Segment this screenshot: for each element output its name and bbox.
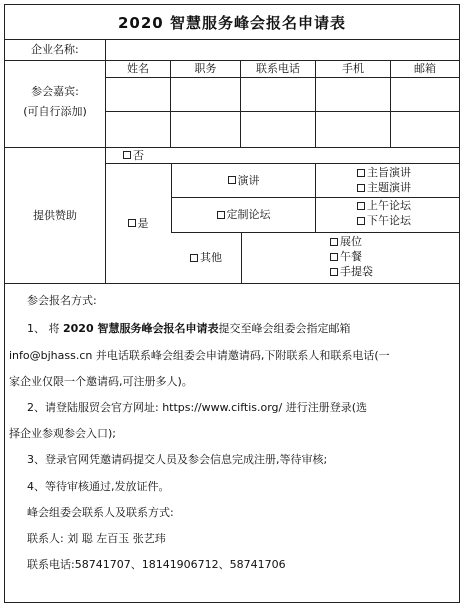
speech-option[interactable] <box>172 163 315 197</box>
booth-label: 展位 <box>340 235 362 248</box>
checkbox-icon[interactable] <box>128 219 136 227</box>
guest-cell[interactable] <box>316 78 390 111</box>
sponsor-no-option[interactable] <box>123 147 144 163</box>
instruction-1-line-2: info@bjhass.cn 并电话联系峰会组委会申请邀请码,下附联系人和联系电话(一 <box>9 349 390 362</box>
divider <box>241 232 242 283</box>
afternoon-forum-label: 下午论坛 <box>367 214 411 227</box>
lunch-label: 午餐 <box>340 250 362 263</box>
sponsor-label: 提供赞助 <box>33 208 77 222</box>
instruction-1-form-name: 2020 智慧服务峰会报名申请表 <box>63 322 219 335</box>
guests-label-hint: (可自行添加) <box>23 104 87 118</box>
instruction-2-line-1: 2、请登陆服贸会官方网址: https://www.ciftis.org/ 进行注册登录(选 <box>27 401 368 414</box>
instruction-4: 4、等待审核通过,发放证件。 <box>27 480 170 493</box>
contact-phones: 联系电话:58741707、18141906712、58741706 <box>27 558 286 571</box>
sponsor-no-label: 否 <box>133 148 144 162</box>
column-header-name: 姓名 <box>127 62 149 75</box>
theme-speech-option[interactable] <box>357 181 411 194</box>
column-header-title: 职务 <box>194 62 217 75</box>
checkbox-icon[interactable] <box>357 217 365 225</box>
instructions-section <box>5 283 459 602</box>
registration-form <box>4 4 460 603</box>
theme-speech-label: 主题演讲 <box>367 181 411 194</box>
checkbox-icon[interactable] <box>228 176 236 184</box>
booth-option[interactable] <box>330 235 362 248</box>
instruction-1-line-1 <box>27 323 350 334</box>
afternoon-forum-option[interactable] <box>357 214 411 227</box>
checkbox-icon[interactable] <box>217 211 225 219</box>
guest-cell[interactable] <box>316 112 390 147</box>
checkbox-icon[interactable] <box>357 202 365 210</box>
keynote-speech-label: 主旨演讲 <box>367 166 411 179</box>
checkbox-icon[interactable] <box>357 169 365 177</box>
instruction-1-prefix: 1、 将 <box>27 322 63 335</box>
guests-label: 参会嘉宾: <box>31 84 79 98</box>
form-title: 2020 智慧服务峰会报名申请表 <box>118 13 346 32</box>
other-label: 其他 <box>200 251 222 264</box>
checkbox-icon[interactable] <box>330 268 338 276</box>
checkbox-icon[interactable] <box>190 254 198 262</box>
instruction-3: 3、登录官网凭邀请码提交人员及参会信息完成注册,等待审核; <box>27 453 328 466</box>
company-name-field[interactable] <box>106 40 459 60</box>
other-option[interactable] <box>171 232 241 283</box>
lunch-option[interactable] <box>330 250 362 263</box>
instruction-1-suffix: 提交至峰会组委会指定邮箱 <box>218 322 351 335</box>
sponsor-yes-label: 是 <box>137 216 149 230</box>
guest-cell[interactable] <box>391 78 459 111</box>
checkbox-icon[interactable] <box>357 184 365 192</box>
column-header-email: 邮箱 <box>414 62 436 75</box>
instruction-2-line-2: 择企业参观参会入口); <box>9 427 116 440</box>
custom-forum-option[interactable] <box>172 197 315 232</box>
contact-heading: 峰会组委会联系人及联系方式: <box>27 506 174 519</box>
morning-forum-option[interactable] <box>357 199 411 212</box>
sponsor-yes-option[interactable] <box>105 163 171 283</box>
guest-cell[interactable] <box>241 78 315 111</box>
guest-cell[interactable] <box>106 112 170 147</box>
keynote-speech-option[interactable] <box>357 166 411 179</box>
company-name-label: 企业名称: <box>31 43 79 56</box>
column-header-mobile: 手机 <box>342 62 364 75</box>
instruction-1-line-3: 家企业仅限一个邀请码,可注册多人)。 <box>9 375 193 388</box>
speech-label: 演讲 <box>237 173 260 187</box>
contact-persons: 联系人: 刘 聪 左百玉 张艺玮 <box>27 532 166 545</box>
checkbox-icon[interactable] <box>123 151 131 159</box>
guest-cell[interactable] <box>171 112 240 147</box>
custom-forum-label: 定制论坛 <box>226 208 271 221</box>
guest-cell[interactable] <box>171 78 240 111</box>
guest-cell[interactable] <box>391 112 459 147</box>
checkbox-icon[interactable] <box>330 253 338 261</box>
instructions-heading: 参会报名方式: <box>27 294 97 307</box>
column-header-phone: 联系电话 <box>256 62 300 75</box>
morning-forum-label: 上午论坛 <box>367 199 411 212</box>
tote-bag-option[interactable] <box>330 265 373 278</box>
guest-cell[interactable] <box>106 78 170 111</box>
tote-bag-label: 手提袋 <box>340 265 373 278</box>
guest-cell[interactable] <box>241 112 315 147</box>
checkbox-icon[interactable] <box>330 238 338 246</box>
